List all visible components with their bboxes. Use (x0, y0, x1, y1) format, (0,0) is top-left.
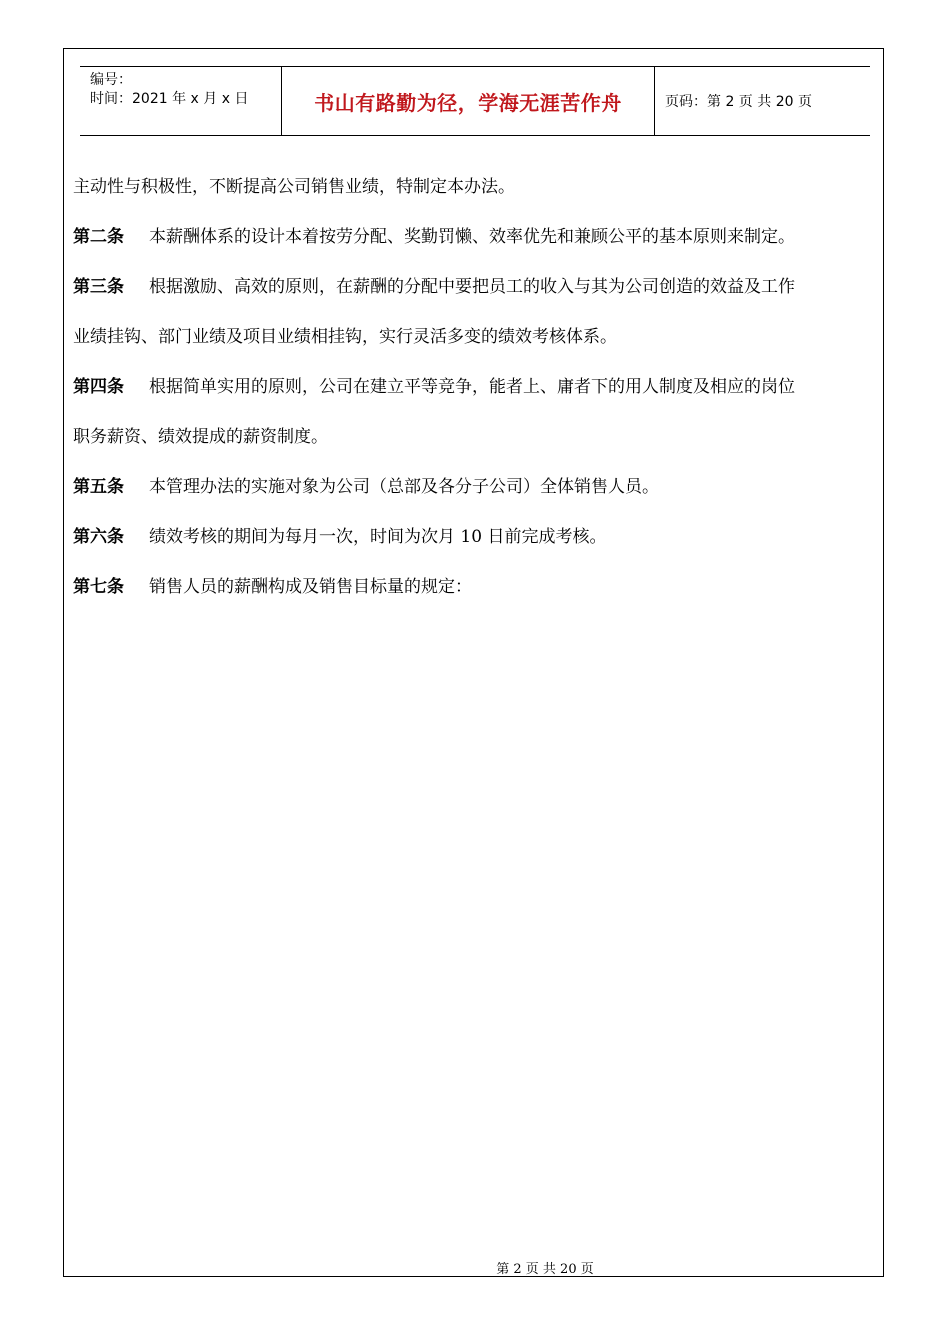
paragraph-article-7 (73, 562, 883, 612)
article-number: 第三条 (73, 277, 124, 297)
paragraph-line: 职务薪资、绩效提成的薪资制度。 (73, 427, 328, 447)
document-body (73, 162, 883, 612)
paragraph-line: 本薪酬体系的设计本着按劳分配、奖勤罚懒、效率优先和兼顾公平的基本原则来制定。 (149, 227, 795, 247)
article-number: 第二条 (73, 227, 124, 247)
paragraph-article-5 (73, 462, 883, 512)
header-meta (80, 67, 282, 135)
document-number: 编号： (90, 72, 132, 88)
header-motto: 书山有路勤为径，学海无涯苦作舟 (282, 67, 655, 135)
paragraph-article-3-cont (73, 312, 883, 362)
paragraph-article-4 (73, 362, 883, 412)
paragraph-line: 业绩挂钩、部门业绩及项目业绩相挂钩，实行灵活多变的绩效考核体系。 (73, 327, 617, 347)
paragraph-line: 根据激励、高效的原则，在薪酬的分配中要把员工的收入与其为公司创造的效益及工作 (149, 277, 795, 297)
paragraph-line: 主动性与积极性，不断提高公司销售业绩，特制定本办法。 (73, 177, 515, 197)
paragraph-article-2 (73, 212, 883, 262)
paragraph-article-4-cont (73, 412, 883, 462)
article-number: 第六条 (73, 527, 124, 547)
article-number: 第七条 (73, 577, 124, 597)
paragraph-line: 销售人员的薪酬构成及销售目标量的规定： (149, 577, 472, 597)
footer-page-number: 第 2 页 共 20 页 (496, 1262, 594, 1277)
paragraph-article-6 (73, 512, 883, 562)
article-number: 第五条 (73, 477, 124, 497)
header-page-info: 页码：第 2 页 共 20 页 (665, 94, 812, 110)
paragraph-line: 本管理办法的实施对象为公司（总部及各分子公司）全体销售人员。 (149, 477, 659, 497)
article-number: 第四条 (73, 377, 124, 397)
paragraph-line: 绩效考核的期间为每月一次，时间为次月 10 日前完成考核。 (149, 527, 607, 547)
paragraph-intro (73, 162, 883, 212)
paragraph-line: 根据简单实用的原则，公司在建立平等竞争，能者上、庸者下的用人制度及相应的岗位 (149, 377, 795, 397)
header-table (80, 66, 870, 136)
paragraph-article-3 (73, 262, 883, 312)
document-date: 时间：2021 年 x 月 x 日 (90, 91, 249, 107)
